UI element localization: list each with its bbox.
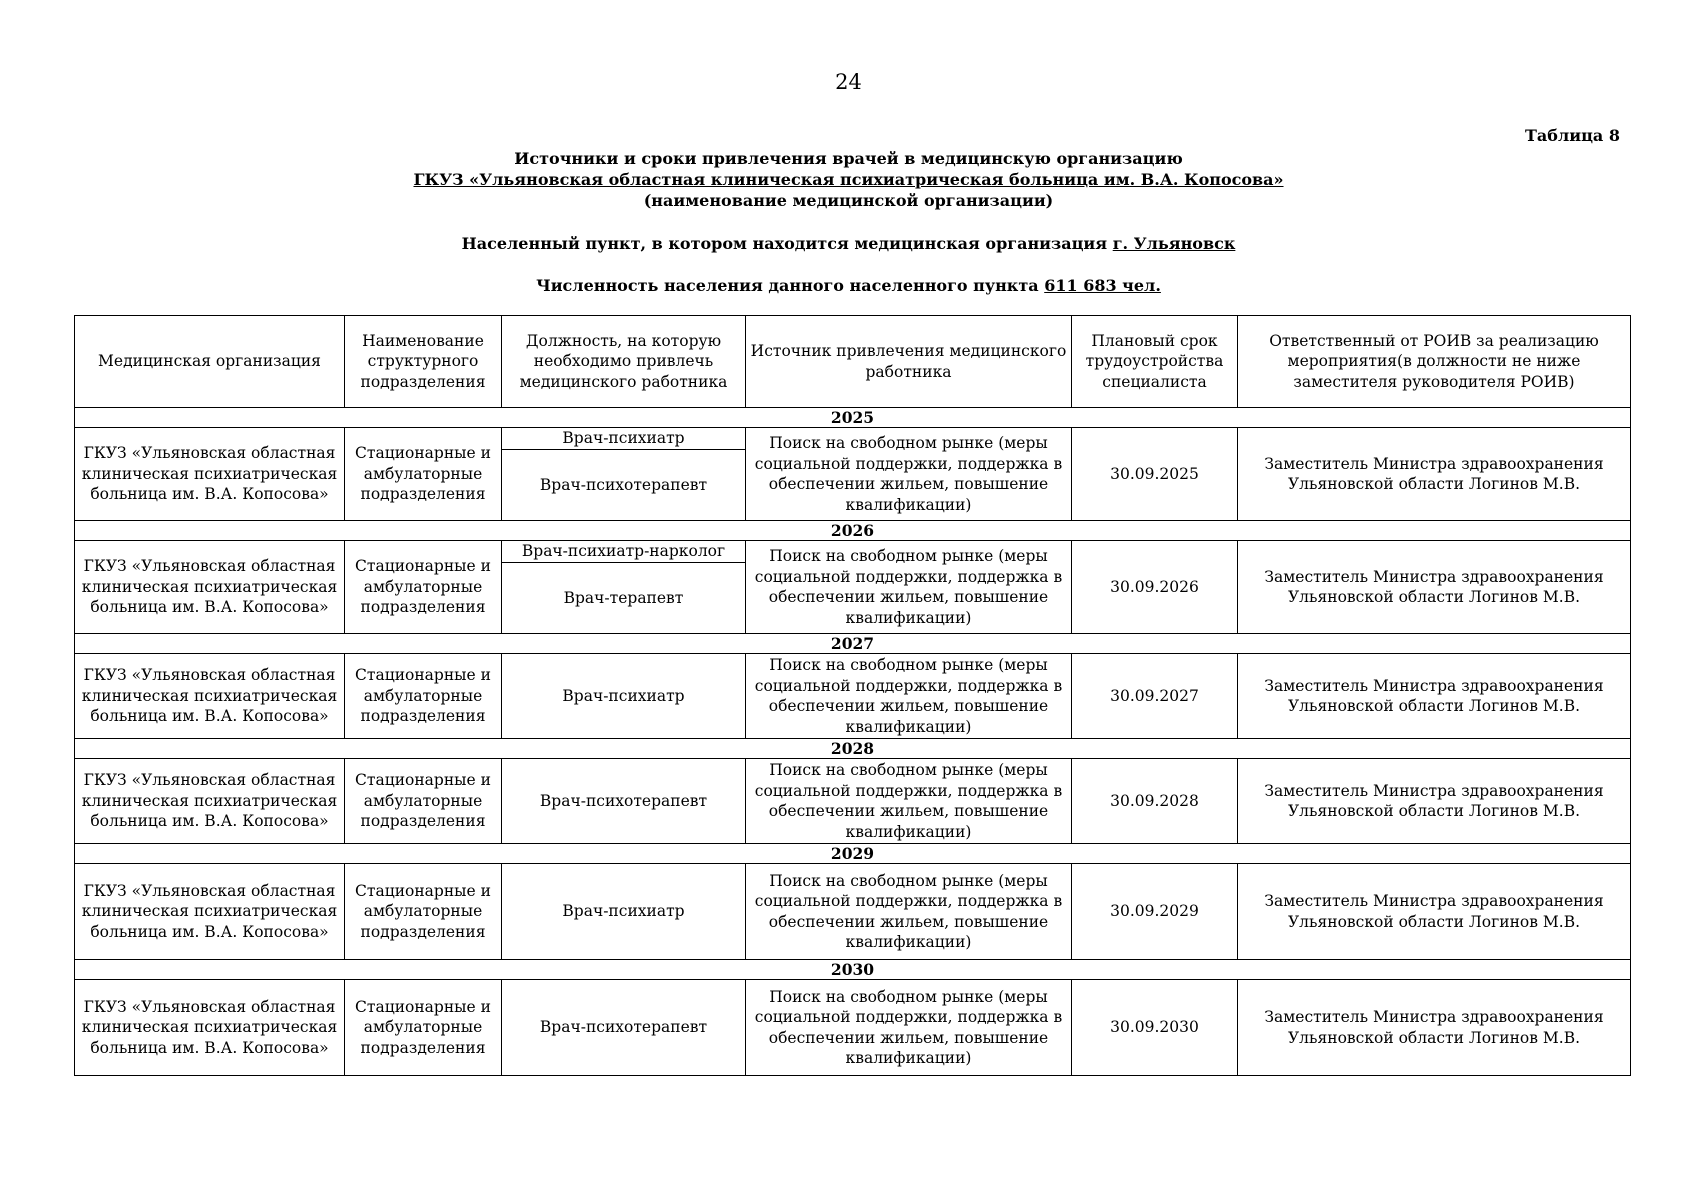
unit-cell: Стационарные и амбулаторные подразделения: [345, 654, 502, 739]
unit-cell: Стационарные и амбулаторные подразделения: [345, 759, 502, 844]
table-row: [75, 541, 1631, 563]
table-row: [75, 428, 1631, 450]
unit-cell: Стационарные и амбулаторные подразделения: [345, 541, 502, 634]
page-number: 24: [835, 70, 862, 94]
date-cell: 30.09.2030: [1072, 980, 1238, 1076]
position-cell: Врач-психотерапевт: [502, 450, 746, 521]
population-line: [0, 275, 1697, 296]
header-source: Источник привлечения медицинского работника: [746, 316, 1072, 408]
organization-cell: ГКУЗ «Ульяновская областная клиническая психиатрическая больница им. В.А. Копосова»: [75, 654, 345, 739]
responsible-cell: Заместитель Министра здравоохранения Ульяновской области Логинов М.В.: [1238, 980, 1631, 1076]
position-cell: Врач-психотерапевт: [502, 980, 746, 1076]
table-row: [75, 654, 1631, 739]
table-row: [75, 864, 1631, 960]
year-cell: 2026: [75, 521, 1631, 541]
date-cell: 30.09.2026: [1072, 541, 1238, 634]
unit-cell: Стационарные и амбулаторные подразделения: [345, 428, 502, 521]
organization-cell: ГКУЗ «Ульяновская областная клиническая психиатрическая больница им. В.А. Копосова»: [75, 864, 345, 960]
header-organization: Медицинская организация: [75, 316, 345, 408]
source-cell: Поиск на свободном рынке (меры социальной поддержки, поддержка в обеспечении жильем, повышение квалификации): [746, 980, 1072, 1076]
year-cell: 2027: [75, 634, 1631, 654]
date-cell: 30.09.2028: [1072, 759, 1238, 844]
locality-line: [0, 233, 1697, 254]
organization-cell: ГКУЗ «Ульяновская областная клиническая психиатрическая больница им. В.А. Копосова»: [75, 759, 345, 844]
year-cell: 2025: [75, 408, 1631, 428]
header-responsible: Ответственный от РОИВ за реализацию мероприятия(в должности не ниже заместителя руководителя РОИВ): [1238, 316, 1631, 408]
organization-cell: ГКУЗ «Ульяновская областная клиническая психиатрическая больница им. В.А. Копосова»: [75, 980, 345, 1076]
date-cell: 30.09.2027: [1072, 654, 1238, 739]
year-row: [75, 634, 1631, 654]
year-row: [75, 739, 1631, 759]
table-row: [75, 759, 1631, 844]
table-row: [75, 980, 1631, 1076]
document-title: Источники и сроки привлечения врачей в медицинскую организацию: [514, 149, 1183, 168]
year-cell: 2028: [75, 739, 1631, 759]
year-row: [75, 521, 1631, 541]
organization-cell: ГКУЗ «Ульяновская областная клиническая психиатрическая больница им. В.А. Копосова»: [75, 428, 345, 521]
position-cell: Врач-психиатр: [502, 428, 746, 450]
source-cell: Поиск на свободном рынке (меры социальной поддержки, поддержка в обеспечении жильем, повышение квалификации): [746, 864, 1072, 960]
responsible-cell: Заместитель Министра здравоохранения Ульяновской области Логинов М.В.: [1238, 654, 1631, 739]
position-cell: Врач-психиатр-нарколог: [502, 541, 746, 563]
source-cell: Поиск на свободном рынке (меры социальной поддержки, поддержка в обеспечении жильем, повышение квалификации): [746, 759, 1072, 844]
position-cell: Врач-психиатр: [502, 864, 746, 960]
source-cell: Поиск на свободном рынке (меры социальной поддержки, поддержка в обеспечении жильем, повышение квалификации): [746, 428, 1072, 521]
year-cell: 2030: [75, 960, 1631, 980]
year-row: [75, 844, 1631, 864]
source-cell: Поиск на свободном рынке (меры социальной поддержки, поддержка в обеспечении жильем, повышение квалификации): [746, 654, 1072, 739]
table-label: Таблица 8: [1525, 126, 1620, 145]
unit-cell: Стационарные и амбулаторные подразделения: [345, 980, 502, 1076]
source-cell: Поиск на свободном рынке (меры социальной поддержки, поддержка в обеспечении жильем, повышение квалификации): [746, 541, 1072, 634]
year-row: [75, 960, 1631, 980]
locality-value: г. Ульяновск: [1112, 234, 1236, 253]
year-row: [75, 408, 1631, 428]
header-position: Должность, на которую необходимо привлечь медицинского работника: [502, 316, 746, 408]
population-value: 611 683 чел.: [1044, 276, 1161, 295]
responsible-cell: Заместитель Министра здравоохранения Ульяновской области Логинов М.В.: [1238, 541, 1631, 634]
unit-cell: Стационарные и амбулаторные подразделения: [345, 864, 502, 960]
position-cell: Врач-психиатр: [502, 654, 746, 739]
responsible-cell: Заместитель Министра здравоохранения Ульяновской области Логинов М.В.: [1238, 759, 1631, 844]
recruitment-table: [74, 315, 1631, 1076]
responsible-cell: Заместитель Министра здравоохранения Ульяновской области Логинов М.В.: [1238, 428, 1631, 521]
organization-cell: ГКУЗ «Ульяновская областная клиническая психиатрическая больница им. В.А. Копосова»: [75, 541, 345, 634]
organization-name: [0, 169, 1697, 190]
position-cell: Врач-психотерапевт: [502, 759, 746, 844]
header-date: Плановый срок трудоустройства специалиста: [1072, 316, 1238, 408]
organization-name-text: ГКУЗ «Ульяновская областная клиническая психиатрическая больница им. В.А. Копосова»: [413, 170, 1284, 189]
organization-caption: (наименование медицинской организации): [643, 191, 1054, 210]
table-header-row: [75, 316, 1631, 408]
header-unit: Наименование структурного подразделения: [345, 316, 502, 408]
date-cell: 30.09.2025: [1072, 428, 1238, 521]
year-cell: 2029: [75, 844, 1631, 864]
date-cell: 30.09.2029: [1072, 864, 1238, 960]
locality-label: Населенный пункт, в котором находится медицинская организация: [461, 234, 1108, 253]
position-cell: Врач-терапевт: [502, 563, 746, 634]
population-label: Численность населения данного населенного пункта: [536, 276, 1039, 295]
responsible-cell: Заместитель Министра здравоохранения Ульяновской области Логинов М.В.: [1238, 864, 1631, 960]
